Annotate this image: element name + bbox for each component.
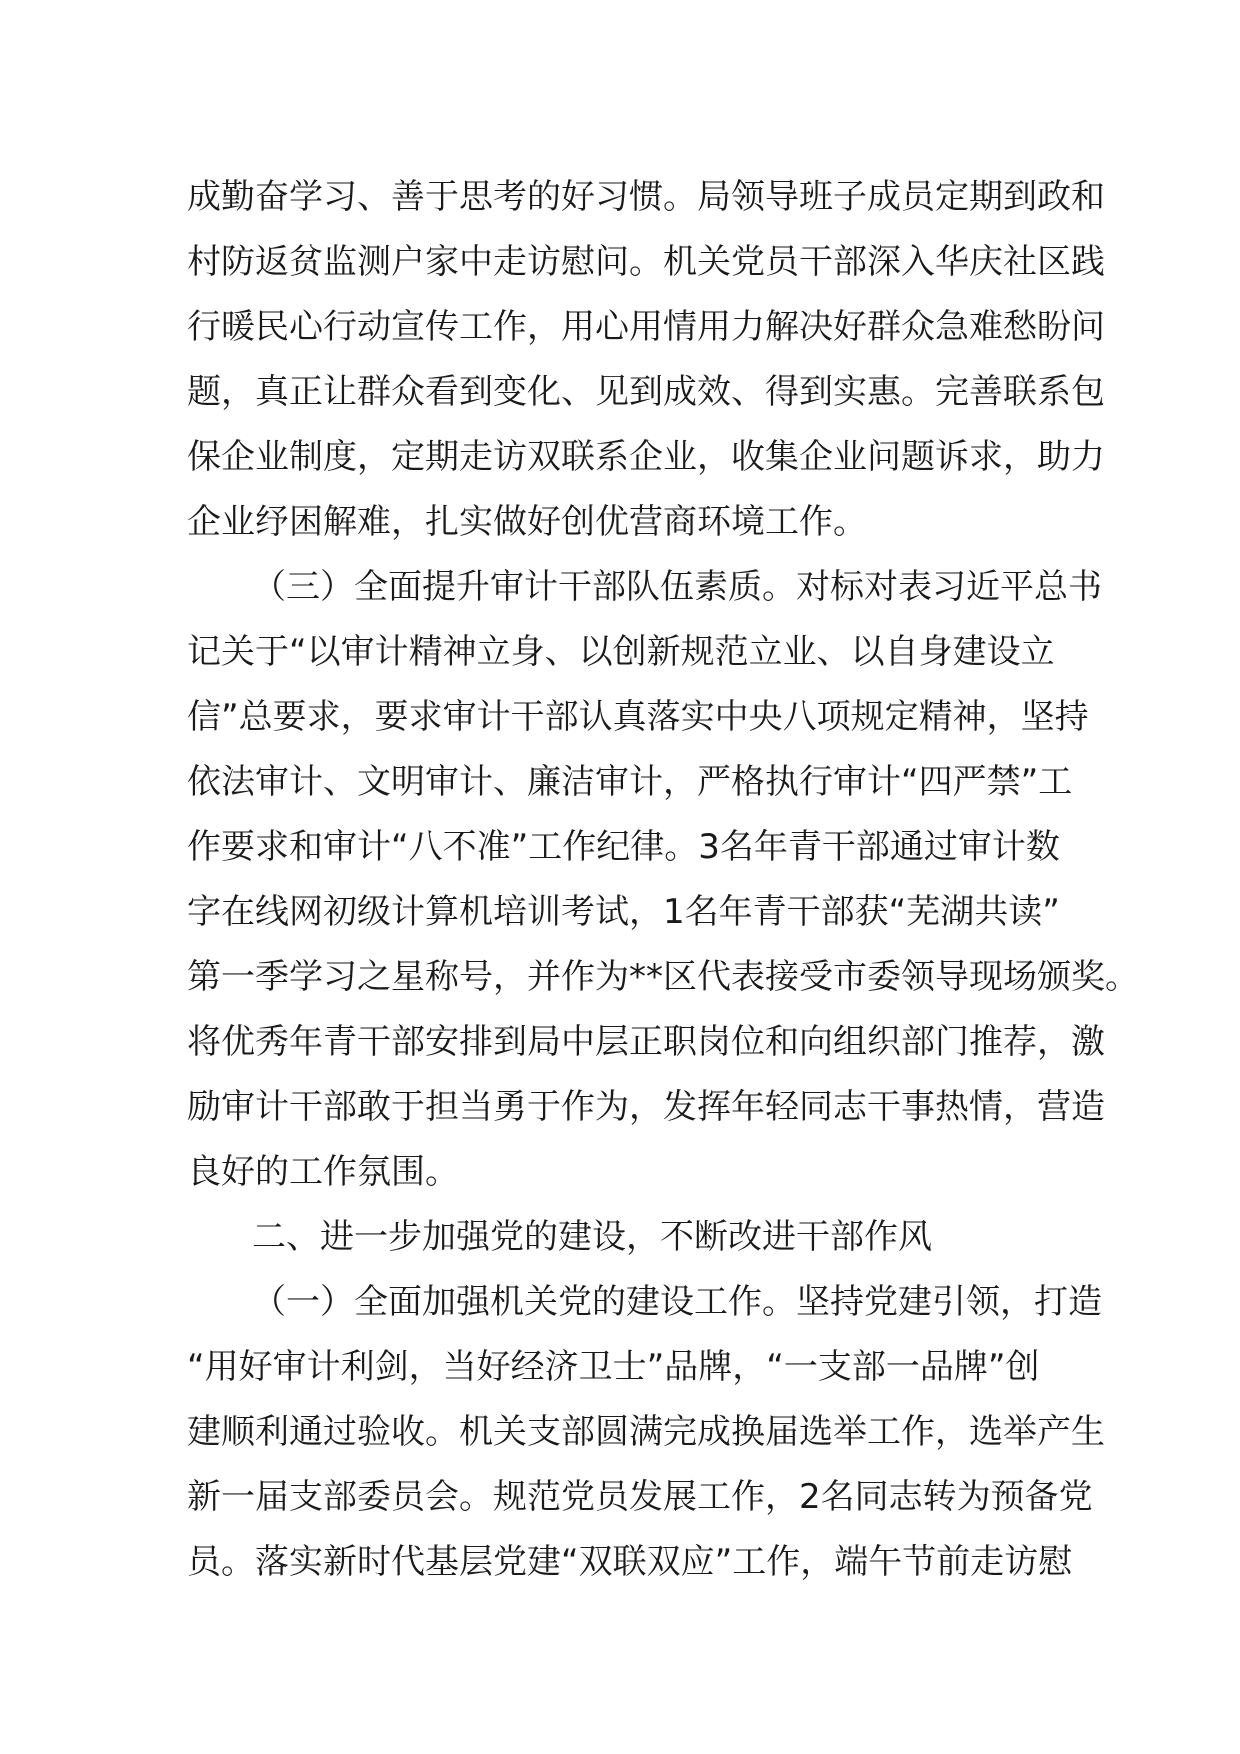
- text-line: 信”总要求，要求审计干部认真落实中央八项规定精神，坚持: [187, 697, 1089, 737]
- text-line: 作要求和审计“八不准”工作纪律。3名年青干部通过审计数: [187, 827, 1060, 867]
- chapter-heading-line: 二、进一步加强党的建设，不断改进干部作风: [252, 1217, 932, 1257]
- text-line: 新一届支部委员会。规范党员发展工作，2名同志转为预备党: [187, 1477, 1093, 1517]
- text-line: 记关于“以审计精神立身、以创新规范立业、以自身建设立: [187, 632, 1055, 672]
- section-heading-line: （一）全面加强机关党的建设工作。坚持党建引领，打造: [252, 1282, 1102, 1322]
- text-line: 成勤奋学习、善于思考的好习惯。局领导班子成员定期到政和: [187, 177, 1105, 217]
- text-line: 依法审计、文明审计、廉洁审计，严格执行审计“四严禁”工: [187, 762, 1073, 802]
- text-line: 企业纾困解难，扎实做好创优营商环境工作。: [187, 502, 867, 542]
- document-body: [187, 165, 1139, 1595]
- text-line: 员。落实新时代基层党建“双联双应”工作，端午节前走访慰: [187, 1542, 1073, 1582]
- text-line: 行暖民心行动宣传工作，用心用情用力解决好群众急难愁盼问: [187, 307, 1105, 347]
- section-heading-line: （三）全面提升审计干部队伍素质。对标对表习近平总书: [252, 567, 1102, 607]
- text-line: 保企业制度，定期走访双联系企业，收集企业问题诉求，助力: [187, 437, 1105, 477]
- text-line: 建顺利通过验收。机关支部圆满完成换届选举工作，选举产生: [187, 1412, 1105, 1452]
- text-line: “用好审计利剑，当好经济卫士”品牌，“一支部一品牌”创: [187, 1347, 1040, 1387]
- text-line: 励审计干部敢于担当勇于作为，发挥年轻同志干事热情，营造: [187, 1087, 1105, 1127]
- text-line: 字在线网初级计算机培训考试，1名年青干部获“芜湖共读”: [187, 892, 1060, 932]
- text-line: 第一季学习之星称号，并作为**区代表接受市委领导现场颁奖。: [187, 957, 1139, 997]
- text-line: 将优秀年青干部安排到局中层正职岗位和向组织部门推荐，激: [187, 1022, 1105, 1062]
- text-line: 题，真正让群众看到变化、见到成效、得到实惠。完善联系包: [187, 372, 1105, 412]
- text-line: 村防返贫监测户家中走访慰问。机关党员干部深入华庆社区践: [187, 242, 1105, 282]
- text-line: 良好的工作氛围。: [187, 1152, 459, 1192]
